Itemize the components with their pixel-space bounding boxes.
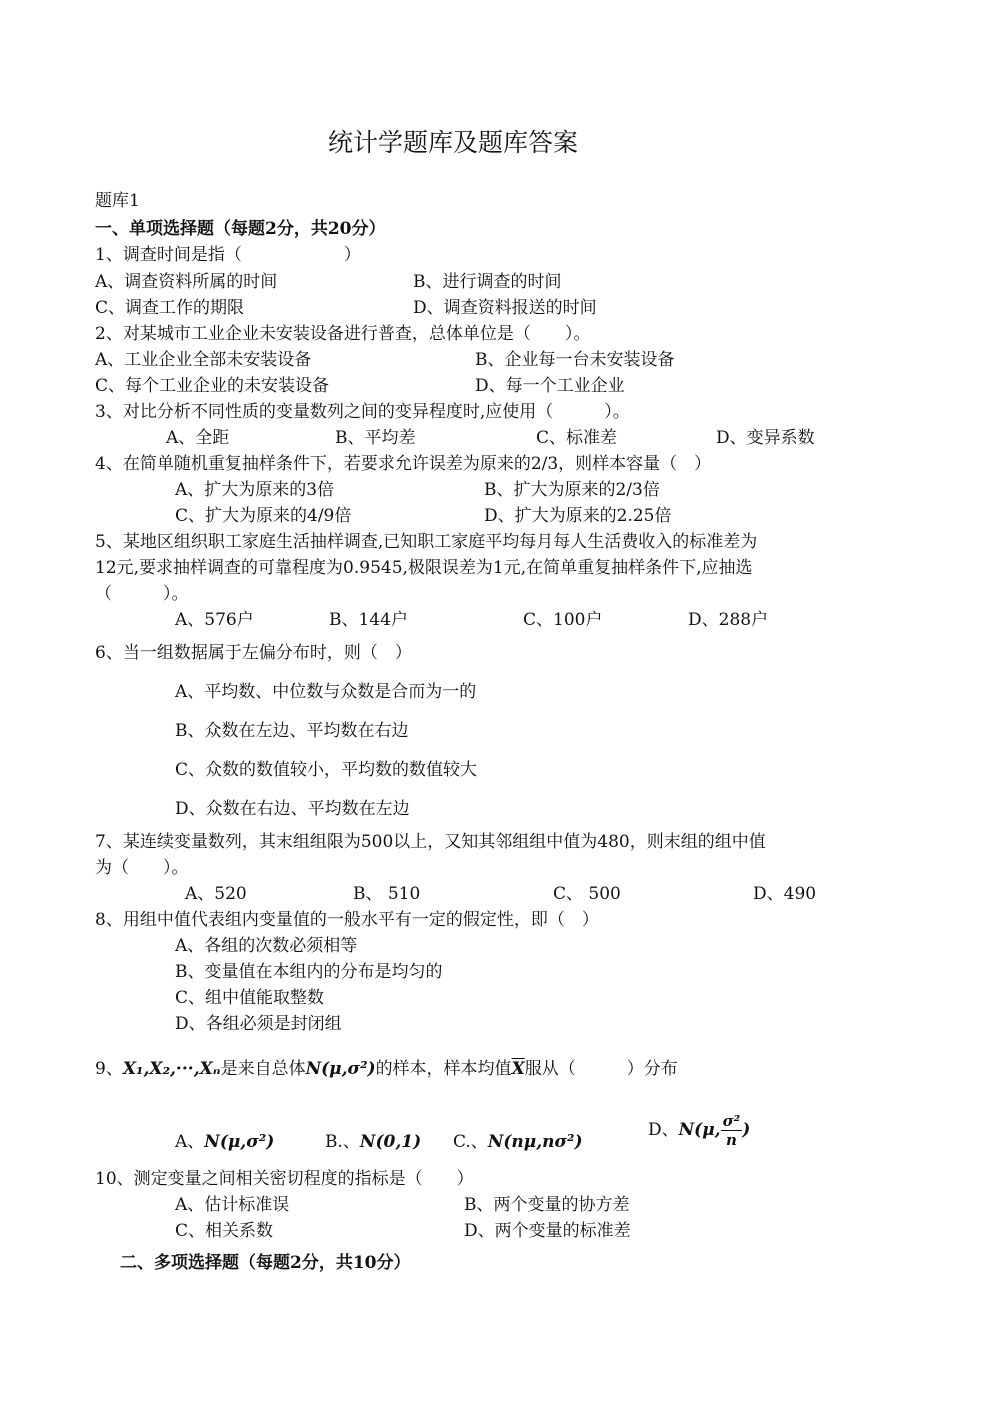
question-4-stem: 4、在简单随机重复抽样条件下，若要求允许误差为原来的2/3，则样本容量（ ） bbox=[95, 454, 712, 474]
question-9-option-c-label: C.、 bbox=[453, 1132, 488, 1152]
question-9-option-c bbox=[453, 1131, 583, 1153]
question-8-option-c: C、组中值能取整数 bbox=[175, 988, 325, 1008]
question-7-option-d: D、490 bbox=[753, 884, 817, 904]
question-5-stem-line-3: （ ）。 bbox=[95, 584, 189, 604]
section-heading-multiple-choice: 二、多项选择题（每题2分，共10分） bbox=[120, 1253, 411, 1273]
question-10-option-c: C、相关系数 bbox=[175, 1221, 274, 1241]
question-6-option-c: C、众数的数值较小，平均数的数值较大 bbox=[175, 760, 478, 780]
question-9-option-a-label: A、 bbox=[175, 1132, 205, 1152]
question-3-option-c: C、标准差 bbox=[536, 428, 618, 448]
question-4-option-a: A、扩大为原来的3倍 bbox=[175, 480, 335, 500]
question-7-option-a: A、520 bbox=[185, 884, 247, 904]
question-10-stem: 10、测定变量之间相关密切程度的指标是（ ） bbox=[95, 1169, 474, 1189]
question-1-option-a: A、调查资料所属的时间 bbox=[95, 272, 278, 292]
question-3-stem: 3、对比分析不同性质的变量数列之间的变异程度时,应使用（ ）。 bbox=[95, 402, 630, 422]
question-2-option-b: B、企业每一台未安装设备 bbox=[475, 350, 675, 370]
question-7-stem-line-2: 为（ ）。 bbox=[95, 858, 189, 878]
question-9-option-d-fraction bbox=[721, 1112, 743, 1149]
question-3-option-b: B、平均差 bbox=[335, 428, 416, 448]
question-9-option-d-denominator: n bbox=[725, 1131, 737, 1149]
question-9-option-a bbox=[175, 1131, 274, 1153]
question-9-text-2: 的样本，样本均值 bbox=[375, 1059, 512, 1079]
question-4-option-c: C、扩大为原来的4/9倍 bbox=[175, 506, 352, 526]
question-7-option-c: C、 500 bbox=[553, 884, 621, 904]
question-9-sample-variables: X₁,X₂,···,Xₙ bbox=[122, 1059, 221, 1079]
question-9-option-d bbox=[648, 1104, 750, 1156]
question-9-option-b bbox=[325, 1131, 421, 1153]
question-5-option-d: D、288户 bbox=[688, 610, 769, 630]
question-1-option-d: D、调查资料报送的时间 bbox=[413, 298, 597, 318]
question-10-option-b: B、两个变量的协方差 bbox=[464, 1195, 630, 1215]
question-5-stem-line-2: 12元,要求抽样调查的可靠程度为0.9545,极限误差为1元,在简单重复抽样条件下,应抽选 bbox=[95, 558, 753, 578]
question-5-stem-line-1: 5、某地区组织职工家庭生活抽样调查,已知职工家庭平均每月每人生活费收入的标准差为 bbox=[95, 532, 758, 552]
question-7-stem-line-1: 7、某连续变量数列，其末组组限为500以上，又知其邻组组中值为480，则末组的组中值 bbox=[95, 832, 766, 852]
question-9-stem bbox=[95, 1058, 678, 1080]
question-4-option-d: D、扩大为原来的2.25倍 bbox=[484, 506, 672, 526]
question-3-option-a: A、全距 bbox=[166, 428, 230, 448]
question-9-option-b-label: B.、 bbox=[325, 1132, 360, 1152]
question-9-option-b-formula: N(0,1) bbox=[359, 1132, 422, 1152]
question-5-option-c: C、100户 bbox=[523, 610, 603, 630]
question-7-option-b: B、 510 bbox=[353, 884, 421, 904]
question-2-stem: 2、对某城市工业企业未安装设备进行普查，总体单位是（ ）。 bbox=[95, 324, 591, 344]
question-1-stem: 1、调查时间是指（ ） bbox=[95, 245, 361, 265]
question-1-option-b: B、进行调查的时间 bbox=[413, 272, 562, 292]
question-2-option-c: C、每个工业企业的未安装设备 bbox=[95, 376, 330, 396]
question-5-option-a: A、576户 bbox=[175, 610, 254, 630]
question-9-text-3: 服从（ ）分布 bbox=[524, 1059, 678, 1079]
question-9-text-1: 是来自总体 bbox=[220, 1059, 306, 1079]
question-4-option-b: B、扩大为原来的2/3倍 bbox=[484, 480, 660, 500]
question-6-option-d: D、众数在右边、平均数在左边 bbox=[175, 799, 410, 819]
question-9-option-c-formula: N(nμ,nσ²) bbox=[487, 1132, 583, 1152]
bank-label: 题库1 bbox=[95, 191, 140, 211]
question-9-option-d-label: D、 bbox=[648, 1120, 679, 1140]
section-heading-single-choice: 一、单项选择题（每题2分，共20分） bbox=[95, 219, 386, 239]
question-2-option-a: A、工业企业全部未安装设备 bbox=[95, 350, 312, 370]
question-2-option-d: D、每一个工业企业 bbox=[475, 376, 625, 396]
question-8-option-b: B、变量值在本组内的分布是均匀的 bbox=[175, 962, 443, 982]
document-title: 统计学题库及题库答案 bbox=[328, 128, 579, 157]
question-9-population-distribution: N(μ,σ²) bbox=[305, 1059, 376, 1079]
question-10-option-a: A、估计标准误 bbox=[175, 1195, 290, 1215]
question-8-option-d: D、各组必须是封闭组 bbox=[175, 1014, 342, 1034]
question-9-option-d-numerator: σ² bbox=[722, 1112, 741, 1130]
question-8-option-a: A、各组的次数必须相等 bbox=[175, 936, 358, 956]
question-9-option-d-formula-suffix: ) bbox=[742, 1120, 751, 1140]
question-5-option-b: B、144户 bbox=[329, 610, 408, 630]
question-10-option-d: D、两个变量的标准差 bbox=[464, 1221, 631, 1241]
question-9-sample-mean: $\overline{X}$ bbox=[511, 1059, 525, 1079]
question-6-stem: 6、当一组数据属于左偏分布时，则（ ） bbox=[95, 643, 412, 663]
question-9-option-a-formula: N(μ,σ²) bbox=[204, 1132, 275, 1152]
question-9-option-d-formula-prefix: N(μ, bbox=[678, 1120, 721, 1140]
question-6-option-a: A、平均数、中位数与众数是合而为一的 bbox=[175, 682, 477, 702]
question-8-stem: 8、用组中值代表组内变量值的一般水平有一定的假定性，即（ ） bbox=[95, 910, 599, 930]
question-9-number: 9、 bbox=[95, 1059, 123, 1079]
question-1-option-c: C、调查工作的期限 bbox=[95, 298, 245, 318]
question-3-option-d: D、变异系数 bbox=[716, 428, 815, 448]
question-6-option-b: B、众数在左边、平均数在右边 bbox=[175, 721, 409, 741]
